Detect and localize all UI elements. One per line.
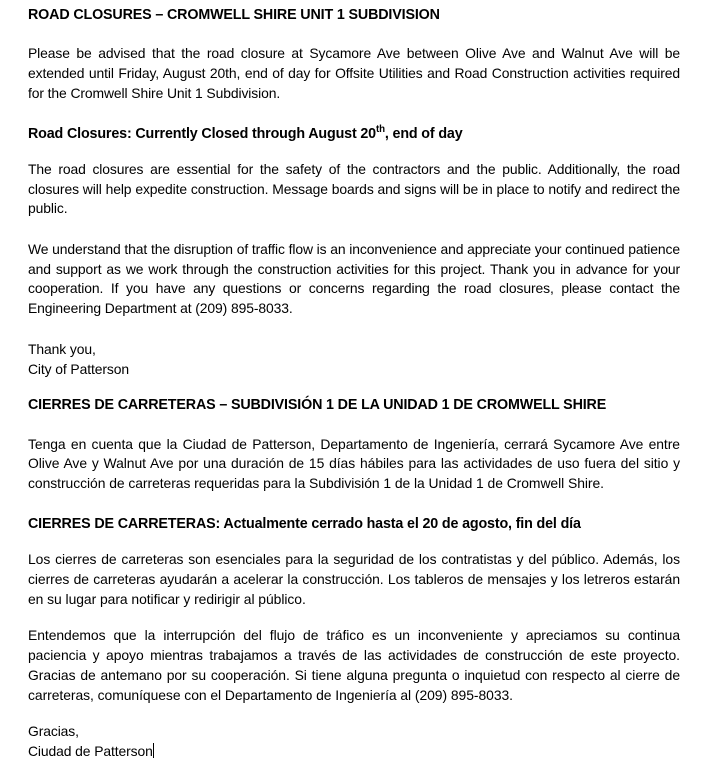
spanish-subheading: CIERRES DE CARRETERAS: Actualmente cerrado hasta el 20 de agosto, fin del día: [28, 515, 581, 532]
english-paragraph-3: We understand that the disruption of traffic flow is an inconvenience and appreciate your continued patience and support as we work through the construction activities for this project. Thank you in advance for your cooperation. If you have any questions or concerns regarding the road closures, please contact the Engineering Department at (209) 895-8033.: [28, 241, 681, 317]
spacer: [28, 24, 680, 44]
english-subheading-suffix: , end of day: [384, 125, 463, 142]
english-main-heading: ROAD CLOSURES – CROMWELL SHIRE UNIT 1 SUBDIVISION: [28, 7, 440, 23]
spanish-paragraph-2: Los cierres de carreteras son esenciales para la seguridad de los contratistas y del público. Además, los cierres de carreteras ayudarán a acelerar la construcción. Los tableros de mensajes y los letreros estarán en su lugar para notificar y redirigir al público.: [28, 551, 680, 607]
english-closing-city: City of Patterson: [28, 360, 129, 377]
spacer: [28, 494, 680, 515]
spanish-paragraph-3: Entendemos que la interrupción del flujo de tráfico es un inconveniente y apreciamos su continua paciencia y apoyo mientras trabajamos a través de las actividades de construcción de este proyecto. Gracias de antemano por su cooperación. Si tiene alguna pregunta o inquietud con respecto al cierre de carreteras, comuníquese con el Departamento de Ingeniería al (209) 895-8033.: [28, 627, 680, 703]
english-closing-thankyou: Thank you,: [28, 340, 96, 357]
spacer: [28, 705, 680, 722]
spanish-closing-city-line: [28, 742, 680, 762]
english-subheading: [28, 125, 680, 143]
spacer: [28, 533, 680, 550]
spacer: [28, 609, 680, 626]
english-subheading-prefix: Road Closures: Currently Closed through August 20: [28, 125, 376, 142]
spanish-closing-city: Ciudad de Patterson: [28, 743, 153, 760]
english-subheading-ordinal: th: [376, 123, 385, 135]
spacer: [28, 219, 680, 240]
spacer: [28, 104, 680, 125]
english-paragraph-1: Please be advised that the road closure at Sycamore Ave between Olive Ave and Walnut Ave will be extended until Friday, August 20th, end of day for Offsite Utilities and Road Construction activities required for the Cromwell Shire Unit 1 Subdivision.: [28, 45, 680, 101]
spanish-closing-gracias: Gracias,: [28, 723, 79, 740]
spacer: [28, 415, 680, 435]
text-cursor-caret: [153, 743, 154, 758]
spacer: [28, 379, 680, 396]
english-paragraph-2: The road closures are essential for the safety of the contractors and the public. Additionally, the road closures will help expedite construction. Message boards and signs will be in place to notify and redirect the public.: [28, 160, 680, 217]
spacer: [28, 143, 680, 160]
spacer: [28, 319, 680, 340]
spanish-section: [28, 396, 680, 761]
spanish-paragraph-1: Tenga en cuenta que la Ciudad de Patterson, Departamento de Ingeniería, cerrará Sycamore Ave entre Olive Ave y Walnut Ave por una duración de 15 días hábiles para las actividades de uso fuera del sitio y construcción de carreteras requeridas para la Subdivisión 1 de la Unidad 1 de Cromwell Shire.: [28, 435, 680, 492]
spanish-main-heading: CIERRES DE CARRETERAS – SUBDIVISIÓN 1 DE LA UNIDAD 1 DE CROMWELL SHIRE: [28, 397, 607, 414]
